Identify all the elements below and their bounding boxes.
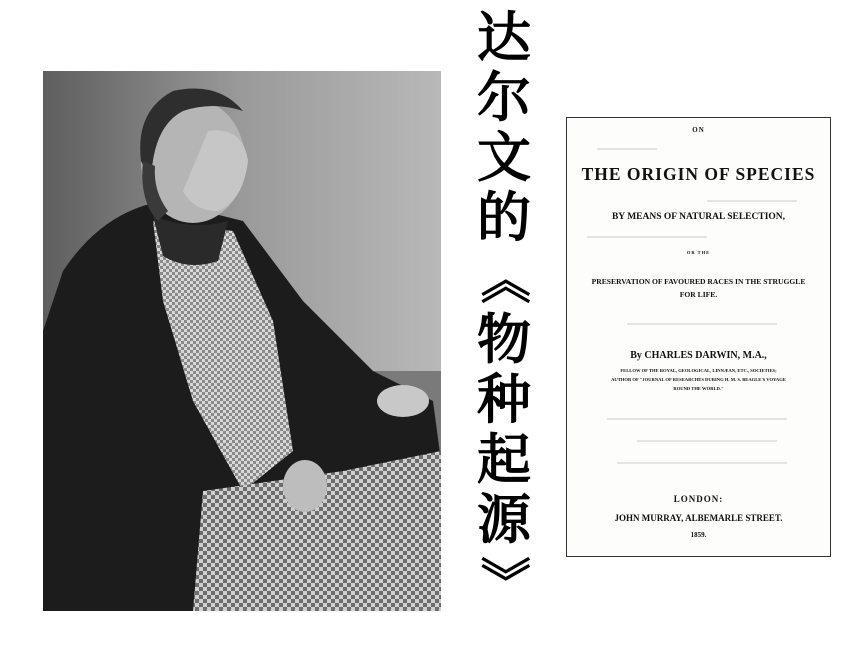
show-through-mark <box>607 418 787 420</box>
show-through-mark <box>627 323 777 325</box>
show-through-mark <box>637 440 777 442</box>
book-title-page <box>566 117 831 557</box>
tp-or: OR THE <box>686 250 711 255</box>
book-title: THE ORIGIN OF SPECIES <box>581 164 816 184</box>
title-char: 达 <box>477 6 531 69</box>
title-char: 种 <box>477 368 531 431</box>
show-through-mark <box>587 236 707 238</box>
title-char: 源 <box>477 488 531 551</box>
publisher: JOHN MURRAY, ALBEMARLE STREET. <box>614 513 783 523</box>
title-char: 文 <box>477 126 531 189</box>
author-fellowships: FELLOW OF THE ROYAL, GEOLOGICAL, LINNÆAN, ETC., SOCIETIES; <box>620 368 777 373</box>
show-through-mark <box>707 200 797 202</box>
author-works-line2: ROUND THE WORLD." <box>673 386 724 391</box>
book-author: By CHARLES DARWIN, M.A., <box>630 350 767 361</box>
darwin-portrait-photo <box>43 71 441 611</box>
publication-city: LONDON: <box>673 494 724 504</box>
title-char: 尔 <box>477 66 531 129</box>
show-through-mark <box>597 148 657 150</box>
title-char: 物 <box>477 308 531 371</box>
author-works-line1: AUTHOR OF "JOURNAL OF RESEARCHES DURING H. M. S. BEAGLE'S VOYAGE <box>611 377 786 382</box>
vertical-title <box>466 8 542 638</box>
publication-year: 1859. <box>690 531 707 539</box>
tp-preservation-line1: PRESERVATION OF FAVOURED RACES IN THE STRUGGLE <box>591 277 806 286</box>
title-close-bracket: 》 <box>475 556 533 606</box>
title-char: 起 <box>477 428 531 491</box>
tp-on: ON <box>692 126 705 134</box>
show-through-mark <box>617 462 787 464</box>
tp-preservation-line2: FOR LIFE. <box>679 290 718 299</box>
title-open-bracket: 《 <box>475 254 533 304</box>
book-subtitle: BY MEANS OF NATURAL SELECTION, <box>611 212 786 222</box>
title-char: 的 <box>477 186 531 249</box>
